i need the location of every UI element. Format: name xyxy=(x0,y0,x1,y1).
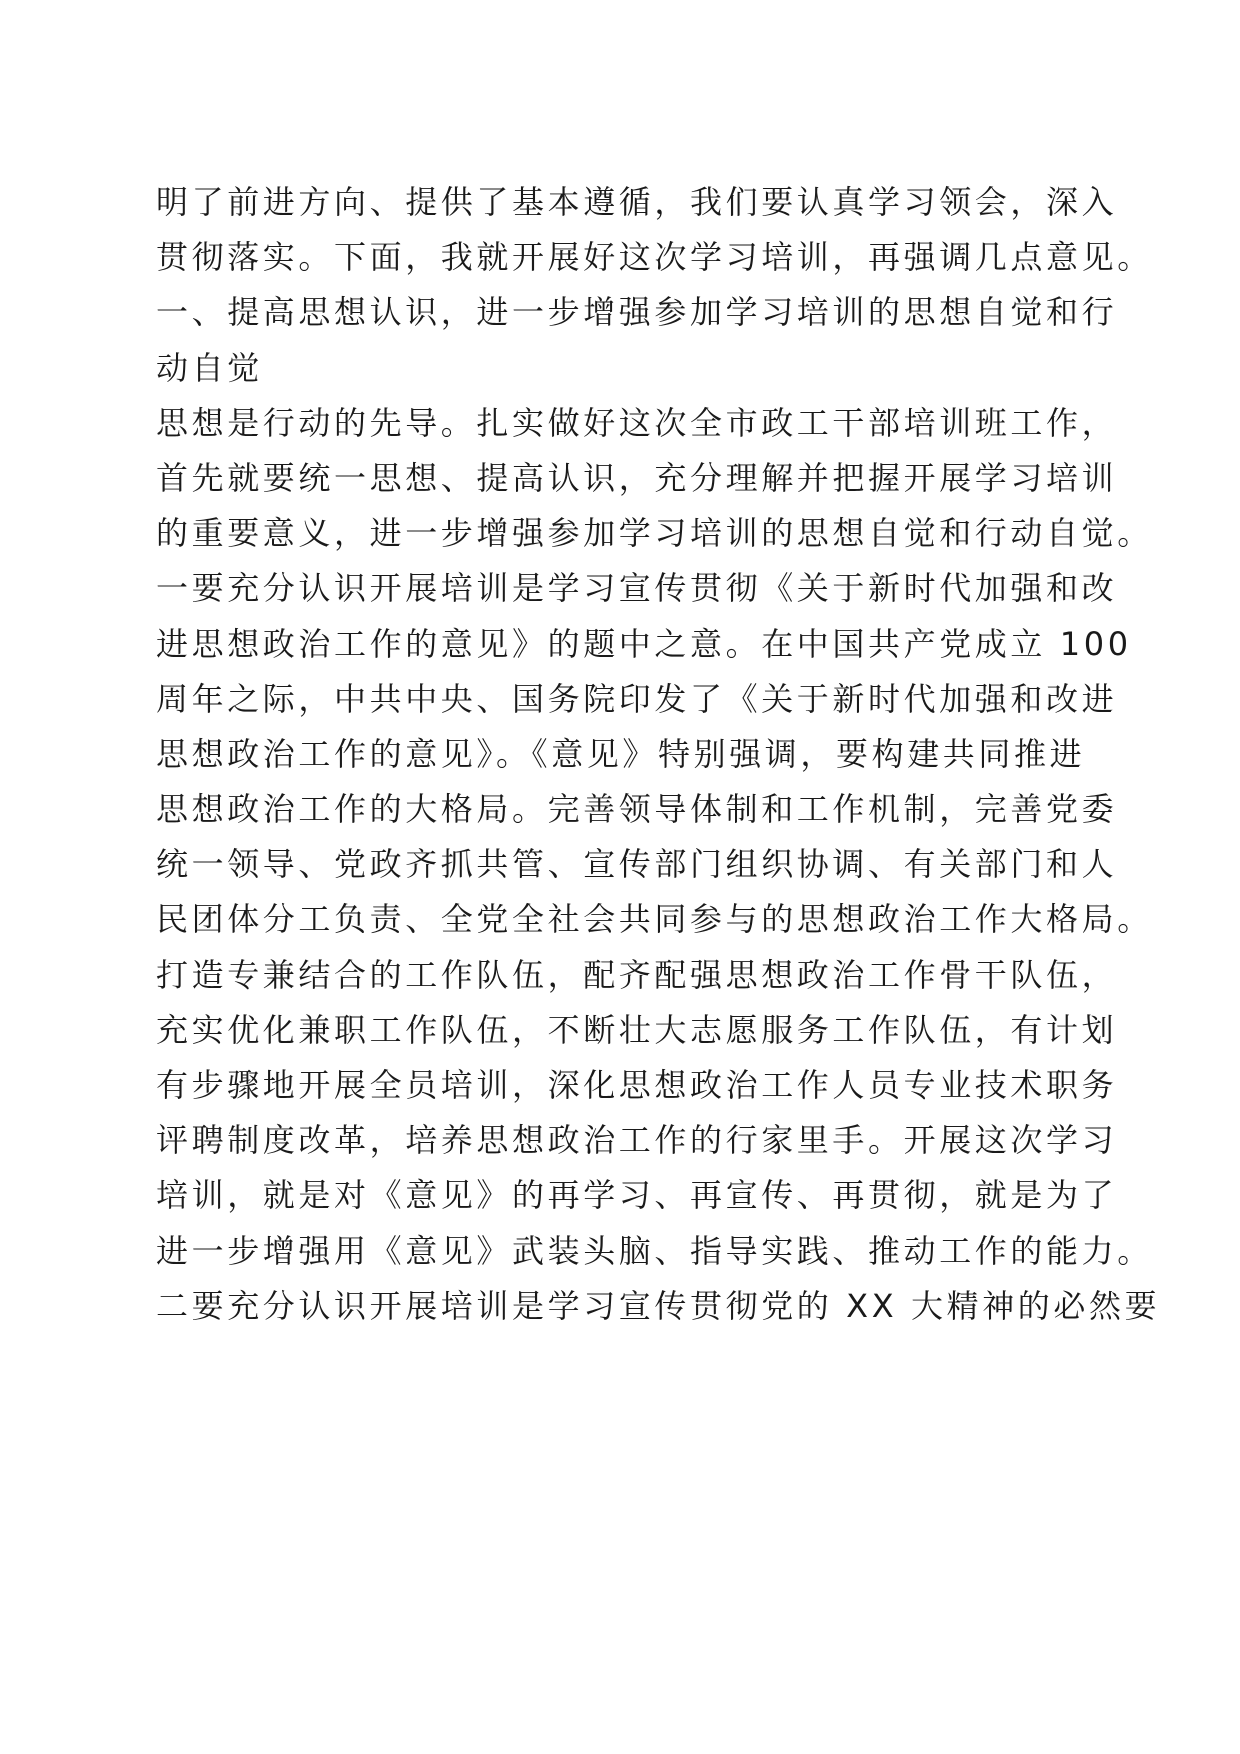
text-line: 的重要意义，进一步增强参加学习培训的思想自觉和行动自觉。 xyxy=(156,514,1153,553)
text-line: 培训，就是对《意见》的再学习、再宣传、再贯彻，就是为了 xyxy=(156,1176,1118,1215)
text-line: 有步骤地开展全员培训，深化思想政治工作人员专业技术职务 xyxy=(156,1066,1118,1104)
text-line: 周年之际，中共中央、国务院印发了《关于新时代加强和改进 xyxy=(156,679,1118,718)
text-line: 充实优化兼职工作队伍，不断壮大志愿服务工作队伍，有计划 xyxy=(156,1010,1118,1049)
text-line: 统一领导、党政齐抓共管、宣传部门组织协调、有关部门和人 xyxy=(156,845,1118,884)
body-text xyxy=(156,175,1161,1334)
text-line: 一要充分认识开展培训是学习宣传贯彻《关于新时代加强和改 xyxy=(156,569,1118,608)
text-line: 打造专兼结合的工作队伍，配齐配强思想政治工作骨干队伍， xyxy=(156,955,1118,994)
text-line: 进思想政治工作的意见》的题中之意。在中国共产党成立 100 xyxy=(156,624,1132,663)
text-line: 二要充分认识开展培训是学习宣传贯彻党的 XX 大精神的必然要 xyxy=(156,1286,1161,1325)
text-line: 民团体分工负责、全党全社会共同参与的思想政治工作大格局。 xyxy=(156,900,1153,939)
text-line: 思想政治工作的意见》。《意见》特别强调，要构建共同推进 xyxy=(156,734,1086,773)
text-line: 进一步增强用《意见》武装头脑、指导实践、推动工作的能力。 xyxy=(156,1231,1153,1270)
section-heading-line: 动自觉 xyxy=(156,348,263,387)
text-line: 评聘制度改革，培养思想政治工作的行家里手。开展这次学习 xyxy=(156,1121,1118,1160)
text-line: 明了前进方向、提供了基本遵循，我们要认真学习领会，深入 xyxy=(156,183,1118,221)
text-line: 首先就要统一思想、提高认识，充分理解并把握开展学习培训 xyxy=(156,458,1118,497)
text-line: 贯彻落实。下面，我就开展好这次学习培训，再强调几点意见。 xyxy=(156,238,1153,277)
text-line: 思想是行动的先导。扎实做好这次全市政工干部培训班工作， xyxy=(156,403,1118,442)
text-line: 思想政治工作的大格局。完善领导体制和工作机制，完善党委 xyxy=(156,790,1118,829)
section-heading-line: 一、提高思想认识，进一步增强参加学习培训的思想自觉和行 xyxy=(156,293,1118,332)
